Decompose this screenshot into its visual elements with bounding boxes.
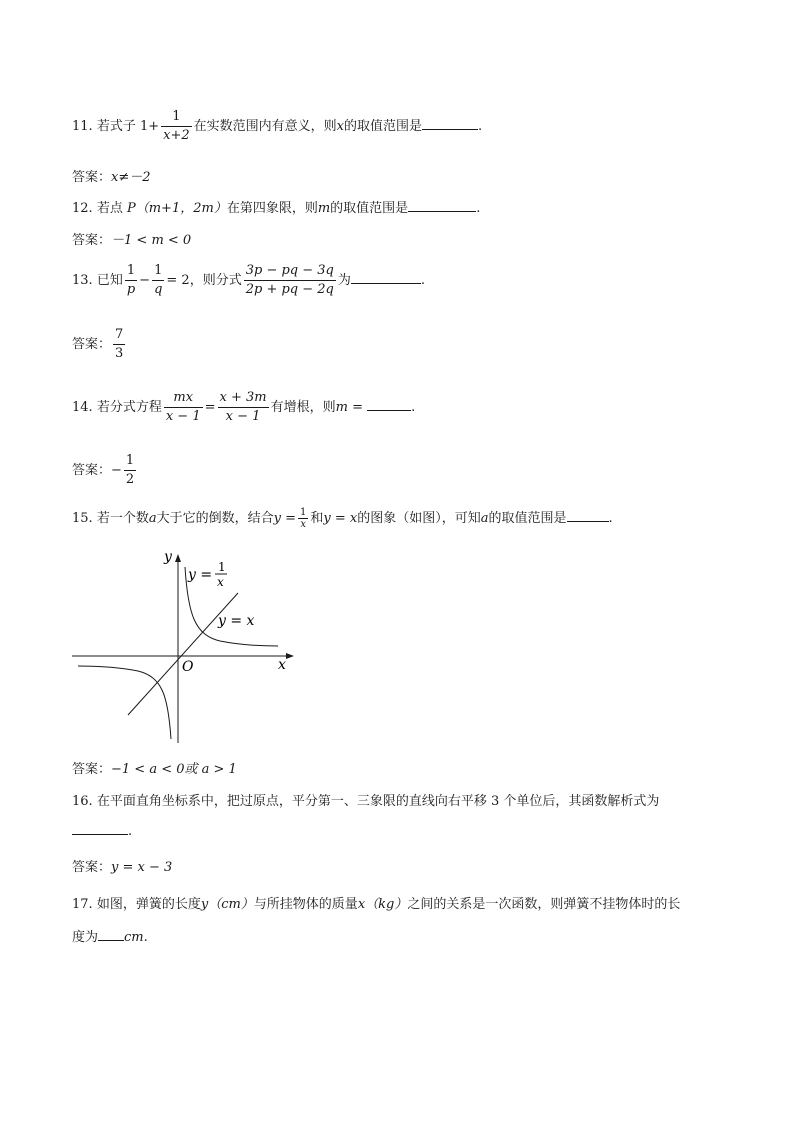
answer-15	[72, 758, 237, 777]
answer-label: 答案：	[72, 337, 112, 352]
answer-14: 答案：− $\frac{1}{2}$	[72, 453, 135, 487]
answer-13	[72, 326, 127, 363]
question-text: 在平面直角坐标系中，把过原点，平分第一、三象限的直线向右平移 3 个单位后，其函数解析式为	[96, 794, 660, 809]
fraction: $\frac{1}{q}$	[154, 263, 163, 297]
answer-value: －1 < m < 0	[111, 233, 192, 248]
curve-label: y =	[188, 567, 213, 583]
question-15: 15. 若一个数a大于它的倒数，结合y = $\frac{1}{x}$ 和y = x的图象（如图），可知a的取值范围是 .	[72, 507, 613, 530]
answer-blank	[72, 822, 128, 835]
question-number: 15.	[72, 511, 93, 526]
question-number: 14.	[72, 400, 93, 415]
fraction: $\frac{1}{x}$	[300, 507, 307, 530]
fraction: $\frac{1}{x+2}$	[163, 109, 190, 143]
question-number: 16.	[72, 794, 93, 809]
answer-11	[72, 166, 151, 185]
graph-svg	[70, 545, 300, 745]
question-number: 12.	[72, 201, 93, 216]
question-text: 若式子 1+	[96, 119, 160, 134]
question-17: 17. 如图，弹簧的长度y（cm）与所挂物体的质量x（kg）之间的关系是一次函数，则弹簧不挂物体时的长	[72, 897, 681, 912]
answer-value: y = x − 3	[111, 860, 173, 875]
x-axis-arrow	[286, 653, 294, 659]
question-number: 11.	[72, 119, 93, 134]
curve-label-den: x	[217, 575, 224, 589]
hyperbola-branch-q3	[78, 666, 171, 739]
y-axis-arrow	[175, 554, 181, 562]
fraction: $\frac{mx}{x - 1}$	[165, 390, 201, 424]
answer-blank	[367, 398, 411, 411]
fraction: $\frac{3p - pq - 3q}{2p + pq - 2q}$	[245, 263, 334, 297]
answer-label: 答案：	[72, 762, 112, 777]
answer-label: 答案：	[72, 860, 112, 875]
point-label: P（m+1，2m）	[126, 201, 227, 216]
answer-blank	[351, 271, 421, 284]
answer-label: 答案：	[72, 463, 112, 478]
question-11: 11. 若式子 1+ $\frac{1}{x+2}$ 在实数范围内有意义，则x的取值范围是 .	[72, 109, 483, 143]
question-13: 13. 已知 $\frac{1}{p}$ − $\frac{1}{q}$ = 2，则分式 $\frac{3p - pq - 3q}{2p + pq - 2q}$ 为 .	[72, 263, 426, 297]
answer-blank	[422, 117, 478, 130]
question-16	[72, 790, 659, 809]
line-y-equals-x	[128, 593, 238, 715]
fraction: $\frac{x + 3m}{x - 1}$	[219, 390, 267, 424]
y-axis-label: y	[164, 549, 172, 565]
line-label: y = x	[218, 613, 255, 629]
answer-value: x≠－2	[111, 170, 151, 185]
answer-blank	[408, 199, 476, 212]
question-17-cont: 度为 cm.	[72, 930, 148, 945]
answer-value: −1 < a < 0或 a > 1	[111, 762, 237, 777]
answer-blank	[98, 928, 124, 941]
fraction: $\frac{1}{p}$	[126, 263, 136, 297]
curve-label-num: 1	[218, 560, 226, 574]
answer-blank	[567, 509, 609, 522]
question-16-blank-line: .	[72, 822, 132, 839]
x-axis-label: x	[278, 657, 286, 673]
question-number: 13.	[72, 273, 93, 288]
question-12: 12. 若点 P（m+1，2m）在第四象限，则m的取值范围是 .	[72, 201, 481, 216]
answer-16	[72, 856, 172, 875]
answer-fraction: $\frac{7}{3}$	[115, 327, 124, 361]
answer-label: 答案：	[72, 170, 112, 185]
function-graph	[70, 545, 300, 745]
answer-fraction: $\frac{1}{2}$	[125, 453, 135, 487]
origin-label: O	[182, 659, 194, 675]
answer-label: 答案：	[72, 233, 112, 248]
question-14: 14. 若分式方程 $\frac{mx}{x - 1}$ = $\frac{x + 3m}{x - 1}$ 有增根，则m = .	[72, 390, 416, 424]
answer-12	[72, 229, 191, 248]
question-number: 17.	[72, 897, 93, 912]
